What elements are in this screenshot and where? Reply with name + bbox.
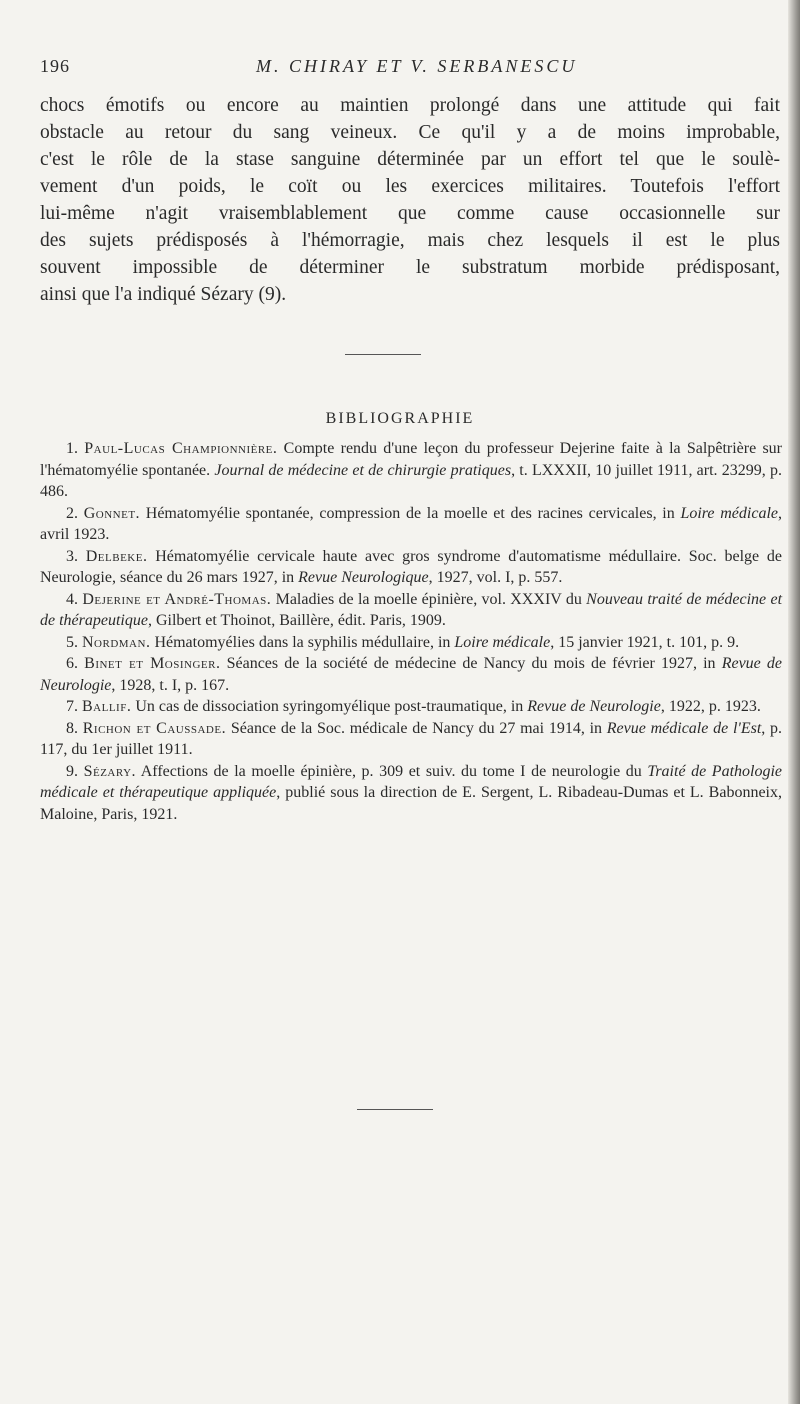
ref-details: , t. LXXXII, 10 juillet 1911, art. 23299, p. 486. — [40, 461, 782, 500]
bibliography-entry — [40, 653, 782, 696]
section-divider — [345, 354, 421, 355]
ref-details: , publié sous la direction de E. Sergent, L. Ribadeau-Dumas et L. Babonneix, Maloine, Paris, 1921. — [40, 784, 783, 823]
ref-journal: Revue médicale de l'Est — [606, 719, 762, 737]
ref-authors: Dejerine et André-Thomas. — [82, 590, 272, 608]
ref-details: , avril 1923. — [40, 504, 782, 543]
ref-text: Séances de la société de médecine de Nancy du mois de février 1927, in — [220, 655, 722, 672]
running-head: M. CHIRAY ET V. SERBANESCU — [256, 56, 578, 76]
body-line: vement d'un poids, le coït ou les exercices militaires. Toutefois l'effort — [40, 176, 780, 197]
body-line: c'est le rôle de la stase sanguine déterminée par un effort tel que le soulè- — [40, 149, 780, 170]
ref-authors: Delbeke. — [85, 547, 148, 565]
ref-text: Compte rendu d'une leçon du professeur Dejerine faite à la Salpêtrière sur l'hématomyélie spontanée. — [40, 440, 783, 479]
ref-journal: Revue de Neurologie — [527, 698, 661, 715]
ref-details: , 1927, vol. I, p. 557. — [428, 569, 563, 586]
ref-text: Séance de la Soc. médicale de Nancy du 27 mai 1914, in — [226, 719, 607, 737]
ref-authors: Nordman. — [82, 633, 151, 651]
bibliography-entry — [40, 632, 782, 654]
body-line: des sujets prédisposés à l'hémorragie, mais chez lesquels il est le plus — [40, 230, 780, 251]
ref-authors: Richon et Caussade. — [82, 719, 227, 737]
body-line: ainsi que l'a indiqué Sézary (9). — [40, 284, 287, 305]
bibliography-list — [40, 438, 782, 825]
ref-journal: Loire médicale — [454, 633, 551, 651]
ref-journal: Traité de Pathologie médicale et thérapeutique appliquée — [40, 762, 783, 801]
page-header — [40, 56, 770, 80]
page-edge-shadow — [788, 0, 800, 1404]
body-line: lui-même n'agit vraisemblablement que comme cause occasionnelle sur — [40, 203, 780, 224]
page-number: 196 — [40, 56, 70, 76]
body-line: obstacle au retour du sang veineux. Ce qu'il y a de moins improbable, — [40, 122, 780, 143]
ref-text: Hématomyélies dans la syphilis médullaire, in — [150, 633, 455, 651]
ref-authors: Binet et Mosinger. — [84, 655, 221, 672]
ref-number: 4. — [66, 590, 78, 608]
body-line: souvent impossible de déterminer le substratum morbide prédisposant, — [40, 257, 780, 278]
bibliography-entry — [40, 503, 782, 546]
body-paragraph — [40, 92, 780, 308]
ref-journal: Nouveau traité de médecine et de thérapeutique — [40, 590, 783, 629]
ref-details: , 15 janvier 1921, t. 101, p. 9. — [550, 633, 740, 651]
ref-text: Hématomyélie spontanée, compression de la moelle et des racines cervicales, in — [140, 504, 681, 522]
ref-authors: Gonnet. — [83, 504, 141, 522]
ref-details: , 1922, p. 1923. — [660, 698, 761, 715]
ref-details: , 1928, t. I, p. 167. — [111, 676, 230, 694]
ref-number: 9. — [66, 762, 78, 780]
bibliography-heading: BIBLIOGRAPHIE — [325, 410, 475, 427]
ref-text: Hématomyélie cervicale haute avec gros syndrome d'automatisme médullaire. Soc. belge de Neurologie, séance du 26 mars 1927, in — [40, 547, 783, 586]
bibliography-entry — [40, 761, 782, 826]
ref-journal: Loire médicale — [680, 504, 778, 522]
ref-text: Maladies de la moelle épinière, vol. XXXIV du — [271, 590, 587, 608]
ref-journal: Journal de médecine et de chirurgie pratiques — [214, 461, 512, 479]
body-line: chocs émotifs ou encore au maintien prolongé dans une attitude qui fait — [40, 95, 780, 116]
ref-journal: Revue Neurologique — [298, 569, 429, 586]
ref-journal: Revue de Neurologie — [40, 655, 783, 694]
ref-authors: Sézary. — [83, 762, 137, 780]
ref-number: 7. — [66, 698, 78, 715]
ref-text: Un cas de dissociation syringomyélique post-traumatique, in — [131, 698, 528, 715]
ref-number: 6. — [66, 655, 78, 672]
bibliography-entry — [40, 718, 782, 761]
ref-number: 3. — [66, 547, 78, 565]
ref-authors: Ballif. — [82, 698, 132, 715]
bibliography-entry — [40, 438, 782, 503]
ref-number: 1. — [66, 440, 78, 457]
ref-text: Affections de la moelle épinière, p. 309 et suiv. du tome I de neurologie du — [136, 762, 648, 780]
bibliography-entry — [40, 696, 782, 718]
ref-number: 2. — [66, 504, 78, 522]
end-divider — [357, 1109, 433, 1110]
ref-details: , Gilbert et Thoinot, Baillère, édit. Paris, 1909. — [147, 612, 446, 629]
ref-authors: Paul-Lucas Championnière. — [84, 440, 278, 457]
ref-number: 5. — [66, 633, 78, 651]
bibliography-entry — [40, 589, 782, 632]
ref-details: , p. 117, du 1er juillet 1911. — [40, 719, 783, 758]
bibliography-entry — [40, 546, 782, 589]
ref-number: 8. — [66, 719, 78, 737]
